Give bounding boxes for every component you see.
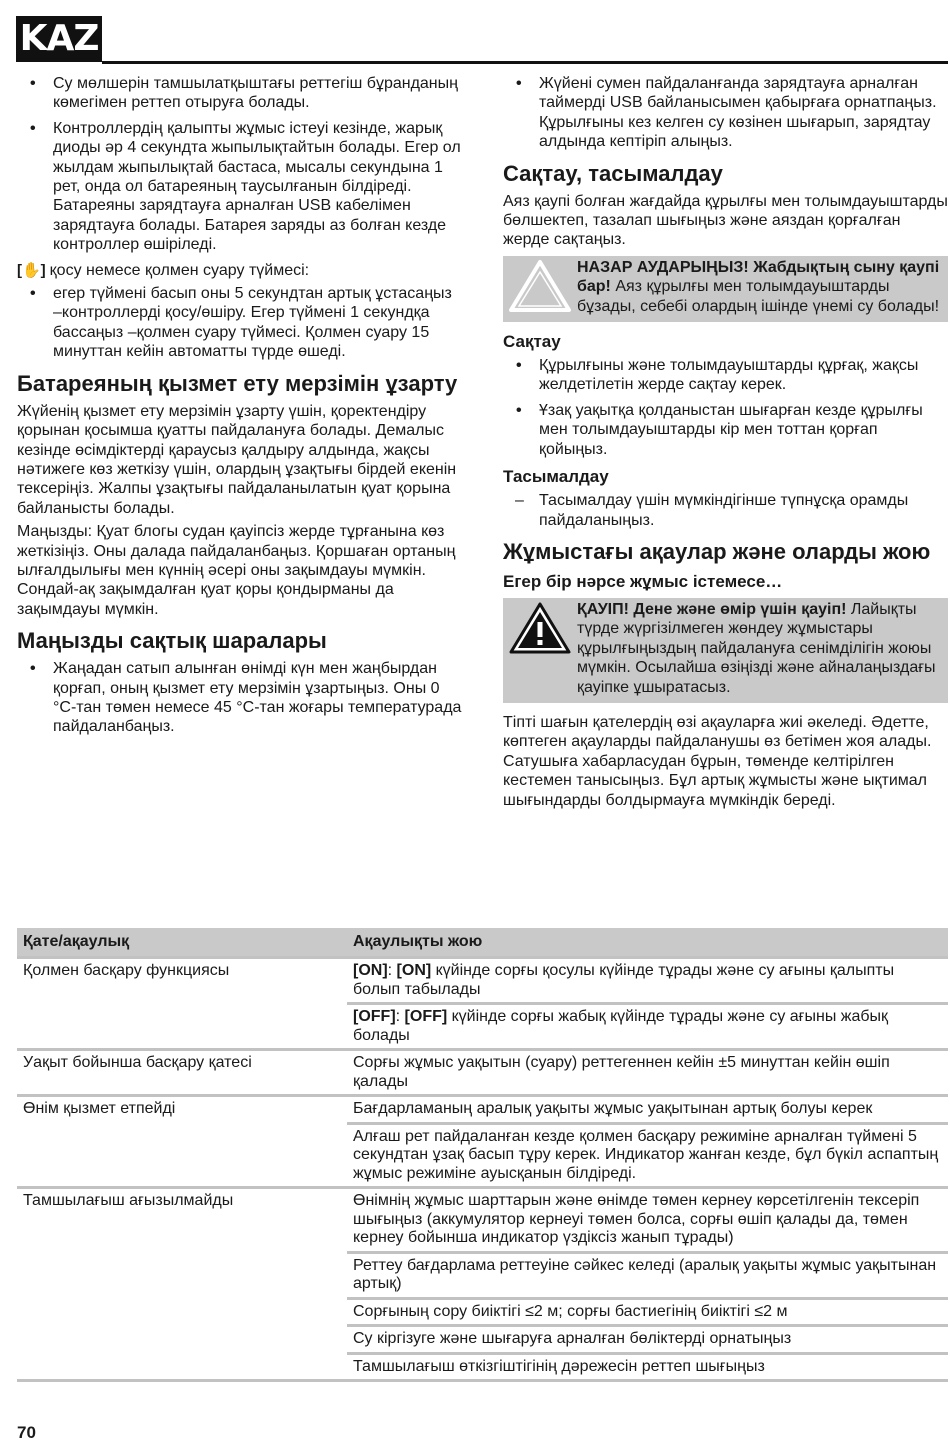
fault-cell bbox=[17, 1353, 347, 1381]
separator: : bbox=[387, 962, 397, 979]
danger-title: ҚАУІП! Дене және өмір үшін қауіп! bbox=[577, 600, 847, 618]
table-row bbox=[17, 1252, 948, 1298]
list-item: • Контроллердің қалыпты жұмыс істеуі кезінде, жарық диоды әр 4 секундта жыпылықтайтын болады. Егер ол жылдам жыпылықтай бастаса, мысалы секундына 1 рет, онда ол батареяның таусылғанын білдіреді. Батареяны зарядтауға арналған USB кабелімен зарядтауға болады. Батарея заряды аз болған кезде контроллер өшіріледі. bbox=[17, 119, 463, 255]
state-label: [OFF] bbox=[404, 1008, 448, 1025]
hand-button-icon: [✋] bbox=[17, 261, 46, 279]
table-header-row bbox=[17, 928, 948, 958]
dash-list bbox=[503, 491, 948, 530]
section-heading-battery: Батареяның қызмет ету мерзімін ұзарту bbox=[17, 370, 458, 396]
button-description bbox=[17, 261, 463, 280]
solution-cell: Өнімнің жұмыс шарттарын және өнімде төмен кернеу көрсетілгенін тексеріп шығыңыз (аккумулятор кернеуі төмен болса, сорғы өшіп қалады да, төмен кернеу бойынша индикатор үздіксіз жанып тұрады) bbox=[347, 1188, 948, 1253]
column-header: Ақаулықты жою bbox=[347, 928, 948, 958]
danger-exclamation-icon bbox=[507, 600, 573, 656]
solution-cell: Тамшылағыш өткізгіштігінің дәрежесін реттеп шығыңыз bbox=[347, 1353, 948, 1381]
list-item: – Тасымалдау үшін мүмкіндігінше түпнұсқа орамды пайдаланыңыз. bbox=[503, 491, 948, 530]
paragraph: Маңызды: Қуат блогы судан қауіпсіз жерде тұрғанына көз жеткізіңіз. Оны далада пайдаланбаңыз. Қоршаған ортаның ылғалдылығы мен күннің әсері оны зақымдауы мүмкін. Сондай-ақ зақымдалған қуат қоры қондырманы да зақымдауы мүмкін. bbox=[17, 523, 456, 618]
fault-cell bbox=[17, 1326, 347, 1354]
solution-cell: Алғаш рет пайдаланған кезде қолмен басқару режиміне арналған түймені 5 секундтан ұзақ басып тұру керек. Индикатор жанған кезде, бұл бүкіл аспаптың жұмыс режиміне ауысқанын білдіреді. bbox=[347, 1123, 948, 1188]
warning-text bbox=[573, 258, 940, 316]
list-item: • Жүйені сумен пайдаланғанда зарядтауға арналған таймерді USB байланысымен қабырғаға орнатпаңыз. Құрылғыны кез келген су көзінен шығарып, зарядтау алдында кептіріп алыңыз. bbox=[503, 74, 948, 152]
bullet-list bbox=[17, 659, 463, 737]
danger-body: Лайықты түрде жүргізілмеген жөндеу жұмыстары құрылғыңыздың пайдалануға сенімділігін жоюы мүмкін. Осылайша өзіңізді және айналаңыздағы қауіпке ұшыратасыз. bbox=[577, 600, 936, 696]
subheading-if-not-working: Егер бір нәрсе жұмыс істемесе… bbox=[503, 571, 783, 591]
list-item: • Құрылғыны және толымдауыштарды құрғақ, жақсы желдетілетін жерде сақтау керек. bbox=[503, 356, 948, 395]
bullet-list bbox=[17, 284, 463, 362]
solution-cell bbox=[347, 958, 948, 1004]
state-label: [OFF] bbox=[353, 1008, 396, 1025]
paragraph: Тіпті шағын қателердің өзі ақауларға жиі әкеледі. Әдетте, көптеген ақауларды пайдаланушы өз бетімен жоя алады. Сатушыға хабарласудан бұрын, төменде келтірілген кестемен танысыңыз. Бұл артық жұмысты және ықтимал шығындарды болдырмауға мүмкіндік береді. bbox=[503, 713, 932, 809]
caution-triangle-icon bbox=[507, 258, 573, 314]
list-item: • Жаңадан сатып алынған өнімді күн мен жаңбырдан қорғап, оның қызмет ету мерзімін ұзартыңыз. Оны 0 °C-тан төмен немесе 45 °C-тан жоғары температурада пайдаланбаңыз. bbox=[17, 659, 463, 737]
troubleshooting-table bbox=[17, 928, 948, 1382]
solution-cell: Бағдарламаның аралық уақыты жұмыс уақытынан артық болуы керек bbox=[347, 1096, 948, 1124]
fault-cell: Тамшылағыш ағызылмайды bbox=[17, 1188, 347, 1253]
subheading-transport: Тасымалдау bbox=[503, 467, 609, 487]
table-row bbox=[17, 1004, 948, 1050]
warning-body: Аяз құрылғы мен толымдауыштарды бұзады, себебі олардың ішінде үнемі су болады! bbox=[577, 278, 940, 315]
table-row bbox=[17, 958, 948, 1004]
warning-title: НАЗАР АУДАРЫҢЫЗ! Жабдықтың сыну қаупі бар! bbox=[577, 258, 940, 296]
separator: : bbox=[395, 1008, 405, 1025]
table-row bbox=[17, 1050, 948, 1096]
solution-text: күйінде сорғы қосулы күйінде тұрады және су ағыны қалыпты болып табылады bbox=[353, 962, 895, 998]
left-column bbox=[17, 74, 463, 743]
subheading-storage: Сақтау bbox=[503, 332, 561, 352]
danger-text bbox=[573, 600, 940, 697]
section-heading-faults: Жұмыстағы ақаулар және оларды жою bbox=[503, 538, 931, 564]
paragraph: Аяз қаупі болған жағдайда құрылғы мен толымдауыштарды бөлшектеп, тазалап шығыңыз және аяздан қорғалған жерде сақтаңыз. bbox=[503, 192, 948, 249]
list-item: • егер түймені басып оны 5 секундтан артық ұстасаңыз –контроллерді қосу/өшіру. Егер түймені 1 секундқа бассаңыз –қолмен суару түймесі. Қолмен суару 15 минуттан кейін автоматты түрде өшеді. bbox=[17, 284, 463, 362]
table-row bbox=[17, 1123, 948, 1188]
right-column bbox=[503, 74, 948, 814]
bullet-list bbox=[503, 74, 948, 152]
list-item: • Су мөлшерін тамшылатқыштағы реттегіш бұранданың көмегімен реттеп отыруға болады. bbox=[17, 74, 463, 113]
danger-box bbox=[503, 598, 948, 703]
paragraph: Жүйенің қызмет ету мерзімін ұзарту үшін, қоректендіру қорынан қосымша қуатты пайдалануға болады. Демалыс кезінде өсімдіктерді қараусыз қалдыру алдында, жақсы нәтижеге көз жеткізу үшін, олардың ұзақтығы бірдей екенін тексеріңіз. Жалпы ұзақтығы пайдаланылатын қуат қорына байланысты болады. bbox=[17, 402, 457, 517]
warning-box bbox=[503, 256, 948, 322]
list-item: • Ұзақ уақытқа қолданыстан шығарған кезде құрылғы мен толымдауыштарды кір мен тоттан қорғап қойыңыз. bbox=[503, 401, 948, 459]
solution-cell bbox=[347, 1004, 948, 1050]
fault-cell bbox=[17, 1298, 347, 1326]
fault-cell bbox=[17, 1123, 347, 1188]
solution-text: күйінде сорғы жабық күйінде тұрады және су ағыны жабық болады bbox=[353, 1008, 889, 1044]
table-row bbox=[17, 1096, 948, 1124]
fault-cell bbox=[17, 1004, 347, 1050]
solution-cell: Реттеу бағдарлама реттеуіне сәйкес келеді (аралық уақыты жұмыс уақытынан артық) bbox=[347, 1252, 948, 1298]
section-heading-safety: Маңызды сақтық шаралары bbox=[17, 628, 327, 654]
solution-cell: Сорғы жұмыс уақытын (суару) реттегеннен кейін ±5 минуттан кейін өшіп қалады bbox=[347, 1050, 948, 1096]
table-row bbox=[17, 1188, 948, 1253]
column-header: Қате/ақаулық bbox=[17, 928, 347, 958]
header-rule bbox=[102, 61, 948, 64]
fault-cell: Өнім қызмет етпейді bbox=[17, 1096, 347, 1124]
button-description-text: қосу немесе қолмен суару түймесі: bbox=[49, 261, 310, 279]
state-label: [ON] bbox=[353, 962, 388, 979]
section-heading-storage-transport: Сақтау, тасымалдау bbox=[503, 160, 723, 186]
solution-cell: Сорғының сору биіктігі ≤2 м; сорғы бастиегінің биіктігі ≤2 м bbox=[347, 1298, 948, 1326]
language-badge: KAZ bbox=[16, 16, 102, 62]
bullet-list bbox=[503, 356, 948, 459]
solution-cell: Су кіргізуге және шығаруға арналған бөліктерді орнатыңыз bbox=[347, 1326, 948, 1354]
fault-cell: Уақыт бойынша басқару қатесі bbox=[17, 1050, 347, 1096]
state-label: [ON] bbox=[396, 962, 432, 979]
fault-cell: Қолмен басқару функциясы bbox=[17, 958, 347, 1004]
table-row bbox=[17, 1298, 948, 1326]
table-row bbox=[17, 1326, 948, 1354]
bullet-list bbox=[17, 74, 463, 255]
table-row bbox=[17, 1353, 948, 1381]
page-number: 70 bbox=[17, 1423, 36, 1442]
fault-cell bbox=[17, 1252, 347, 1298]
